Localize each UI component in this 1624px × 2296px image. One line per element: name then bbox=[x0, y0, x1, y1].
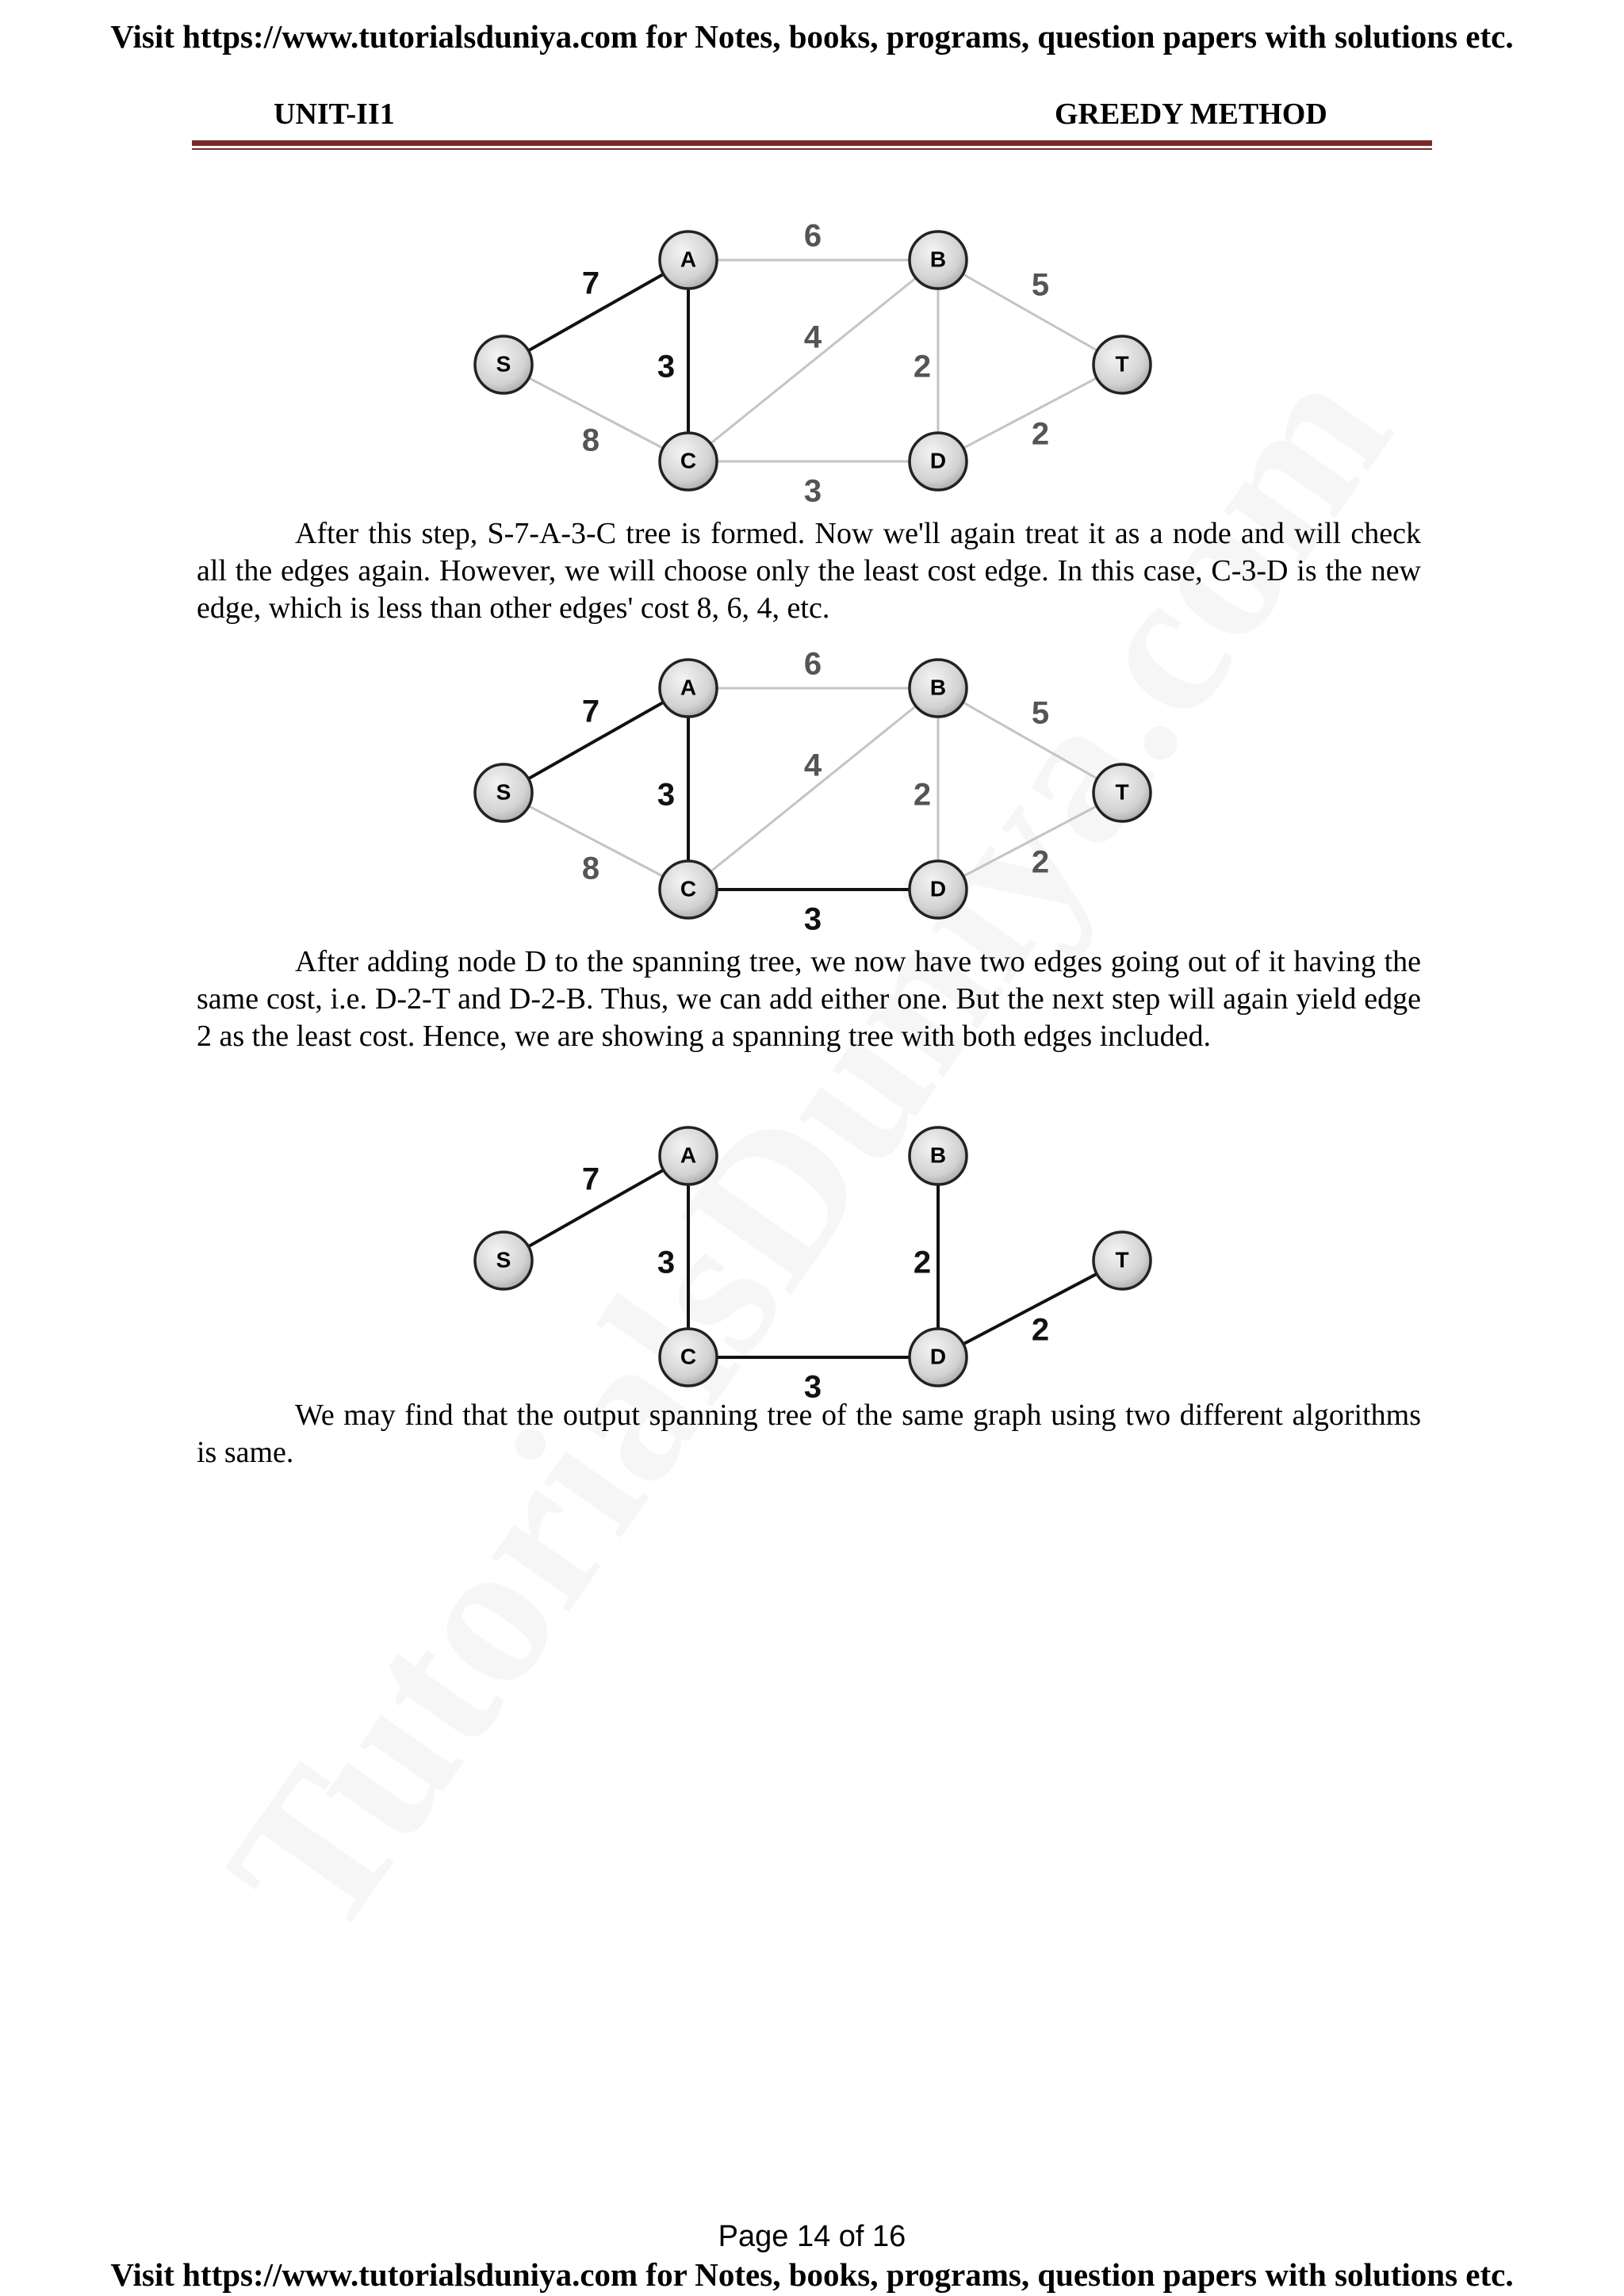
page-number: Page 14 of 16 bbox=[718, 2220, 906, 2253]
edge-d-t bbox=[938, 1261, 1122, 1357]
node-b bbox=[910, 660, 967, 717]
node-c bbox=[660, 1329, 717, 1386]
node-t bbox=[1094, 336, 1151, 393]
node-b bbox=[910, 232, 967, 289]
node-label-s: S bbox=[496, 1247, 511, 1272]
edge-weight-s-c: 8 bbox=[581, 851, 600, 886]
paragraph-step-2 bbox=[197, 943, 1421, 1055]
edge-b-t bbox=[938, 260, 1122, 365]
edge-weight-c-d: 3 bbox=[803, 473, 822, 509]
node-label-t: T bbox=[1115, 1247, 1129, 1272]
node-a bbox=[660, 660, 717, 717]
node-label-d: D bbox=[929, 1344, 947, 1369]
node-label-c: C bbox=[680, 448, 697, 473]
node-b bbox=[910, 1127, 967, 1184]
graph-final-tree bbox=[0, 1102, 1624, 1403]
node-s bbox=[475, 764, 532, 821]
node-label-a: A bbox=[680, 1142, 697, 1168]
paragraph-conclusion bbox=[197, 1397, 1421, 1471]
edge-weight-c-b: 4 bbox=[803, 320, 822, 355]
edge-weight-b-t: 5 bbox=[1031, 267, 1050, 303]
paragraph-step-1 bbox=[197, 515, 1421, 627]
edge-weight-c-d: 3 bbox=[803, 901, 822, 937]
node-label-a: A bbox=[680, 675, 697, 700]
node-label-b: B bbox=[929, 1142, 947, 1168]
paragraph-conclusion-text: We may find that the output spanning tree of the same graph using two different algorithms is same. bbox=[197, 1399, 1421, 1469]
node-c bbox=[660, 861, 717, 918]
edge-weight-a-c: 3 bbox=[657, 777, 676, 813]
node-t bbox=[1094, 1232, 1151, 1289]
edge-weight-b-d: 2 bbox=[913, 777, 932, 813]
edge-weight-a-b: 6 bbox=[803, 646, 822, 682]
edge-d-t bbox=[938, 365, 1122, 461]
node-d bbox=[910, 1329, 967, 1386]
edge-weight-s-a: 7 bbox=[581, 266, 600, 301]
node-a bbox=[660, 232, 717, 289]
node-d bbox=[910, 433, 967, 490]
graph-step-2 bbox=[0, 634, 1624, 936]
unit-header: UNIT-II1 bbox=[274, 98, 395, 131]
edge-weight-s-a: 7 bbox=[581, 694, 600, 729]
edge-weight-d-t: 2 bbox=[1031, 844, 1050, 880]
node-label-b: B bbox=[929, 675, 947, 700]
chapter-header: GREEDY METHOD bbox=[1055, 98, 1327, 131]
bottom-banner[interactable]: Visit https://www.tutorialsduniya.com for Notes, books, programs, question papers with solutions etc. bbox=[110, 2256, 1514, 2293]
node-label-t: T bbox=[1115, 779, 1129, 805]
node-label-s: S bbox=[496, 351, 511, 377]
node-label-d: D bbox=[929, 876, 947, 901]
node-label-b: B bbox=[929, 247, 947, 272]
edge-weight-s-a: 7 bbox=[581, 1161, 600, 1197]
node-a bbox=[660, 1127, 717, 1184]
paragraph-step-2-text: After adding node D to the spanning tree, we now have two edges going out of it having the same cost, i.e. D-2-T and D-2-B. Thus, we can add either one. But the next step will again yield edge 2 as the least cost. Hence, we are showing a spanning tree with both edges included. bbox=[197, 945, 1421, 1053]
top-banner[interactable]: Visit https://www.tutorialsduniya.com for Notes, books, programs, question papers with solutions etc. bbox=[110, 18, 1514, 55]
edge-weight-b-t: 5 bbox=[1031, 695, 1050, 731]
node-label-c: C bbox=[680, 1344, 697, 1369]
edge-weight-c-d: 3 bbox=[803, 1369, 822, 1405]
node-d bbox=[910, 861, 967, 918]
edge-weight-a-c: 3 bbox=[657, 1245, 676, 1280]
edge-weight-d-t: 2 bbox=[1031, 1312, 1050, 1348]
edge-d-t bbox=[938, 793, 1122, 890]
graph-step-1 bbox=[0, 206, 1624, 507]
edge-weight-d-t: 2 bbox=[1031, 416, 1050, 452]
header-rule-thick bbox=[192, 140, 1432, 146]
node-label-a: A bbox=[680, 247, 697, 272]
node-label-t: T bbox=[1115, 351, 1129, 377]
node-label-d: D bbox=[929, 448, 947, 473]
node-s bbox=[475, 336, 532, 393]
edge-weight-b-d: 2 bbox=[913, 349, 932, 385]
header-rule-thin bbox=[192, 148, 1432, 150]
edge-b-t bbox=[938, 688, 1122, 793]
node-label-c: C bbox=[680, 876, 697, 901]
edge-weight-a-c: 3 bbox=[657, 349, 676, 385]
edge-weight-s-c: 8 bbox=[581, 423, 600, 458]
node-s bbox=[475, 1232, 532, 1289]
node-t bbox=[1094, 764, 1151, 821]
edge-weight-b-d: 2 bbox=[913, 1245, 932, 1280]
edge-c-b bbox=[688, 688, 938, 890]
edge-weight-c-b: 4 bbox=[803, 748, 822, 783]
paragraph-step-1-text: After this step, S-7-A-3-C tree is formed. Now we'll again treat it as a node and will check all the edges again. However, we will choose only the least cost edge. In this case, C-3-D is the new edge, which is less than other edges' cost 8, 6, 4, etc. bbox=[197, 517, 1421, 625]
node-label-s: S bbox=[496, 779, 511, 805]
edge-weight-a-b: 6 bbox=[803, 218, 822, 254]
edge-c-b bbox=[688, 260, 938, 461]
node-c bbox=[660, 433, 717, 490]
